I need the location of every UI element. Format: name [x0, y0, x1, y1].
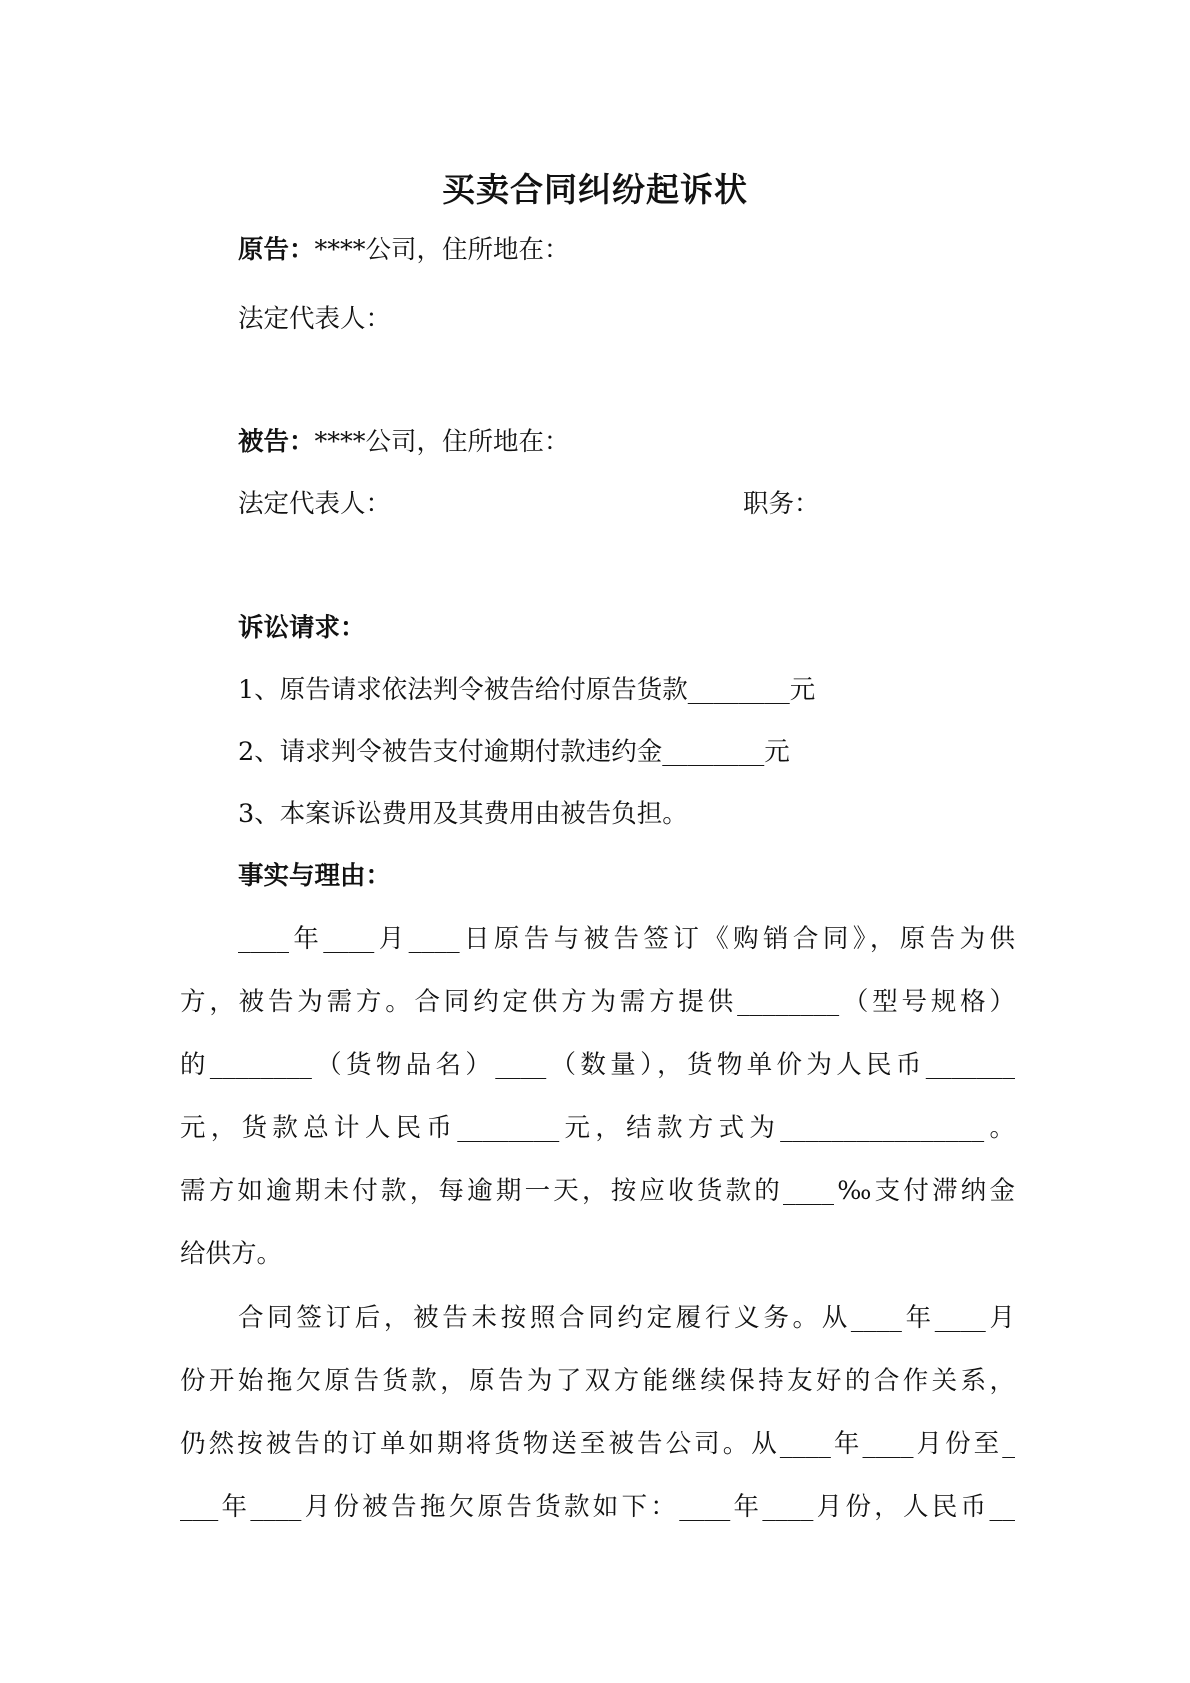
- document-title: 买卖合同纠纷起诉状: [442, 170, 748, 209]
- facts-p2-line-1: 合同签订后，被告未按照合同约定履行义务。从____年____月: [238, 1303, 1015, 1333]
- facts-p1-line-4: 元，货款总计人民币________元，结款方式为________________。: [180, 1113, 1015, 1143]
- defendant-text: ****公司，住所地在：: [314, 427, 570, 457]
- facts-p2-line-2: 份开始拖欠原告货款，原告为了双方能继续保持友好的合作关系，: [180, 1366, 1015, 1396]
- facts-p1-line-2: 方，被告为需方。合同约定供方为需方提供________（型号规格）: [180, 987, 1015, 1017]
- plaintiff-text: ****公司，住所地在：: [314, 235, 570, 265]
- claim-item-2: 2、请求判令被告支付逾期付款违约金________元: [238, 737, 790, 767]
- defendant-representative: 法定代表人：: [238, 489, 392, 519]
- facts-p1-line-6: 给供方。: [180, 1239, 283, 1269]
- defendant-label: 被告：: [238, 427, 315, 457]
- defendant-duty: 职务：: [743, 489, 820, 519]
- plaintiff-line: [238, 233, 570, 267]
- facts-p1-line-5: 需方如逾期未付款，每逾期一天，按应收货款的____‰支付滞纳金: [180, 1176, 1015, 1206]
- facts-heading: 事实与理由：: [238, 861, 392, 891]
- defendant-line: [238, 425, 570, 459]
- facts-p2-line-3: 仍然按被告的订单如期将货物送至被告公司。从____年____月份至_: [180, 1429, 1015, 1459]
- plaintiff-representative: 法定代表人：: [238, 304, 392, 334]
- claim-item-3: 3、本案诉讼费用及其费用由被告负担。: [238, 799, 688, 829]
- plaintiff-label: 原告：: [238, 235, 315, 265]
- claim-item-1: 1、原告请求依法判令被告给付原告货款________元: [238, 675, 816, 705]
- claims-heading: 诉讼请求：: [238, 613, 366, 643]
- facts-p1-line-1: ____年____月____日原告与被告签订《购销合同》，原告为供: [238, 924, 1015, 954]
- facts-p1-line-3: 的________（货物品名）____（数量），货物单价为人民币_______: [180, 1050, 1015, 1080]
- facts-p2-line-4: ___年____月份被告拖欠原告货款如下：____年____月份，人民币__: [180, 1492, 1015, 1522]
